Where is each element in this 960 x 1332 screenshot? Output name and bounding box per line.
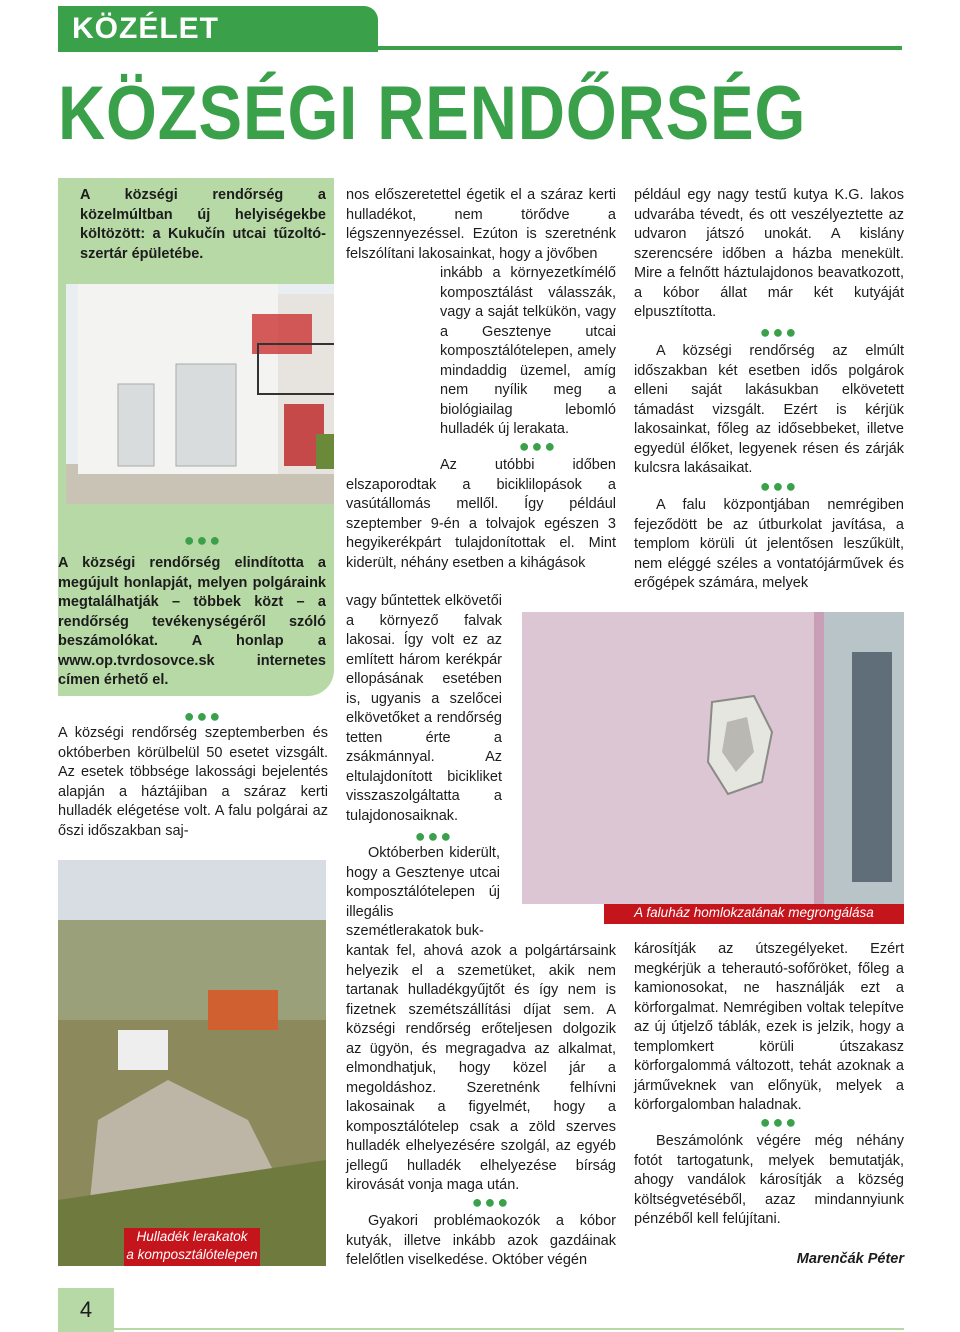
photo-illegal-dump bbox=[58, 860, 326, 1266]
separator-dots-6: ●●● bbox=[759, 322, 799, 342]
author-signature: Marenčák Péter bbox=[796, 1251, 904, 1267]
bike-theft-paragraph: Az utóbbi időben elszaporodtak a biciklilopások a vasútállomás mellől. Így például szeptember 9-én a tolvajok egészen 3 hegyikerékpárt tulajdonítottak el. Mint kiderült, néhány esetben a kihágások bbox=[346, 457, 616, 571]
separator-dots-2: ●●● bbox=[183, 706, 223, 726]
traffic-paragraph: károsítják az útszegélyeket. Ezért megkérjük a teherautó-sofőröket, főleg a kamionosokat, ne használják ezt a körforgalmat. Nemrégiben voltak telepítve az új útjelző táblák, ezek is jelzik, hogy a templomkert körüli útszakasz körforgalommá változott, tehát azoknak a járműveknek van előnyük, melyek a körforgalomban haladnak. bbox=[634, 941, 904, 1113]
caption-dump bbox=[124, 1228, 260, 1266]
road-paragraph: A falu központjában nemrégiben fejeződött be az útburkolat javítása, a templom körüli út jelentősen leszűkült, nem eléggé széles a vontatójárművek és erőgépek számára, melyek bbox=[634, 497, 904, 591]
dogs-paragraph: Gyakori problémaokozók a kóbor kutyák, illetve inkább azok gazdáinak felelőtlen viselkedése. Október végén bbox=[346, 1213, 616, 1268]
separator-dots-4: ●●● bbox=[414, 826, 454, 846]
closing-paragraph: Beszámolónk végére még néhány fotót tartogatunk, melyek bemutatják, ahogy vandálok károsítják a község költségvetéséből, azaz mindannyiunk pénzéből kell felújítani. bbox=[634, 1133, 904, 1227]
caption-dump-line1: Hulladék lerakatok bbox=[136, 1229, 248, 1244]
bike-theft-paragraph-cont: vagy bűntettek elkövetői a környező falvak lakosai. Így volt ez az említett három kerékpár ellopásának esetében is, ugyanis a szelőcei elkövetőket a rendőrség tetten érte a zsákmánnyal. Az eltulajdonított bicikliket visszaszolgáltatta a tulajdonosaiknak. bbox=[346, 593, 502, 824]
burning-paragraph-start: nos előszeretettel égetik el a száraz kerti hulladékot, nem törődve a légszennyezéssel. Ezúton is szeretnénk felszólítani lakosainkat, hogy a jövőben bbox=[346, 187, 616, 262]
composting-paragraph: inkább a környezetkímélő komposztálást válasszák, vagy a saját telkükön, vagy a Gesztenye utcai komposztálótelepen, amely mindaddig üzemel, amíg nem nyílik meg a biológiailag lebomló hulladék új lerakata. bbox=[440, 265, 616, 437]
dog-attack-paragraph: például egy nagy testű kutya K.G. lakos udvarába tévedt, és ott veszélyeztette az udvaron játszó unokát. A kislány szerencsére időben a házba menekült. Mire a felnőtt háztulajdonos beavatkozott, a kóbor állat már két kutyáját elpusztította. bbox=[634, 187, 904, 320]
caption-dump-line2: a komposztálótelepen bbox=[126, 1247, 258, 1262]
article-headline: KÖZSÉGI RENDŐRSÉG bbox=[58, 71, 807, 156]
elderly-paragraph: A községi rendőrség az elmúlt időszakban két esetben idős polgárok elleni saját lakásukban elkövetett támadást vizsgált. Ezért is kérjük lakosainkat, főleg az idősebbeket, illetve egyedül élőket, legyenek résen és zárják kulcsra lakásaikat. bbox=[634, 343, 904, 476]
separator-dots-5: ●●● bbox=[471, 1192, 511, 1212]
cases-paragraph: A községi rendőrség szeptemberben és októberben körülbelül 50 esetet vizsgált. Az esetek többsége lakossági bejelentés alapján a háztájiban a száraz kerti hulladék elégetése volt. A falu polgárai az őszi időszakban saj- bbox=[58, 725, 328, 839]
section-tab: KÖZÉLET bbox=[58, 6, 378, 52]
photo-damaged-facade bbox=[522, 612, 904, 904]
caption-facade: A faluház homlokzatának megrongálása bbox=[604, 904, 904, 924]
page-number: 4 bbox=[58, 1288, 114, 1332]
intro-paragraph: A községi rendőrség a közelmúltban új helyiségekbe költözött: a Kukučín utcai tűzoltó-szertár épületébe. bbox=[80, 187, 326, 262]
photo-fire-station bbox=[66, 284, 334, 504]
separator-dots-8: ●●● bbox=[759, 1112, 799, 1132]
website-paragraph: A községi rendőrség elindította a megújult honlapját, melyen polgáraink megtalálhatják – többek közt – a rendőrség tevékenységéről szóló beszámolókat. A honlap a www.op.tvrdosovce.sk internetes címen érhető el. bbox=[58, 555, 326, 688]
footer-rule bbox=[114, 1328, 904, 1330]
dump-paragraph-start: Októberben kiderült, hogy a Gesztenye utcai komposztálótelepen új illegális szemétlerakatok buk- bbox=[346, 845, 500, 939]
separator-dots-7: ●●● bbox=[759, 476, 799, 496]
separator-dots-1: ●●● bbox=[183, 530, 223, 550]
separator-dots-3: ●●● bbox=[518, 436, 558, 456]
dump-paragraph: kantak fel, ahová azok a polgártársaink helyezik el a szemetüket, akik nem tartanak hulladékgyűjtőt és így nem is fizetnek szemétszállítási díjat sem. A községi rendőrség erőteljesen dolgozik az ügyön, és megragadva az alkalmat, elmondhatjuk, hogy közel jár a megoldáshoz. Szeretnénk felhívni lakosainak a figyelmét, hogy a komposztálótelep csak a zöld szerves hulladék elhelyezésére szolgál, az egyéb jellegű hulladék elhelyezése bírság kirovását vonja maga után. bbox=[346, 943, 616, 1193]
section-rule bbox=[378, 46, 902, 50]
